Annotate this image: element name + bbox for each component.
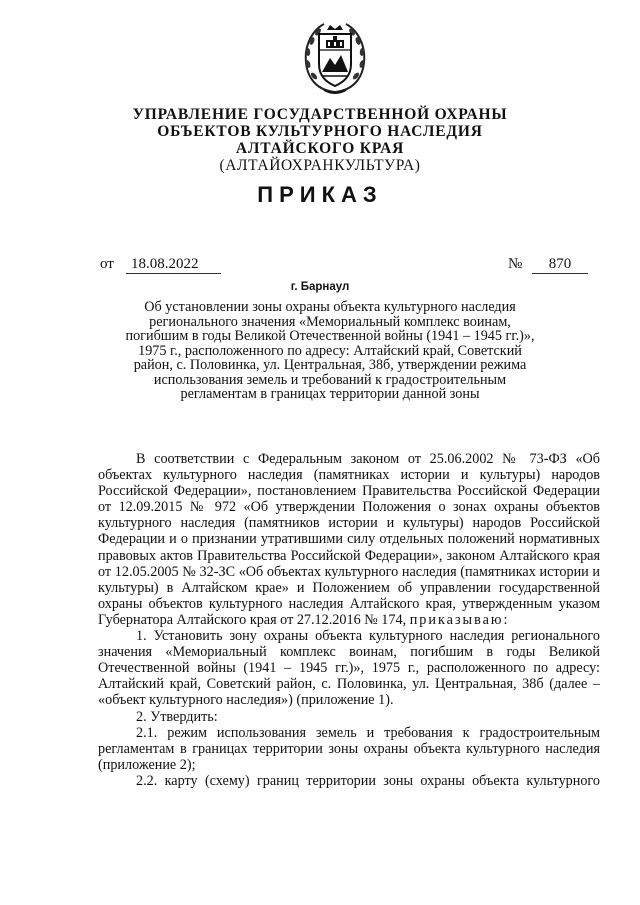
order-subject [110, 300, 550, 402]
subject-line: использования земель и требований к градостроительным [153, 371, 507, 388]
item-1: 1. Установить зону охраны объекта культурного наследия регионального значения «Мемориальный комплекс воинам, погибшим в годы Великой Отечественной войны (1941 – 1945 гг.)», 1975 г., расположенного по адресу: Алтайский край, Советский район, с. Половинка, ул. Центральная, 38б (далее – «объект культурного наследия») (приложение 1). [98, 628, 600, 709]
subject-line: район, с. Половинка, ул. Центральная, 38б, утверждении режима [133, 357, 527, 373]
item-2-1: 2.1. режим использования земель и требования к градостроительным регламентам в границах территории зоны охраны объекта культурного наследия (приложение 2); [98, 724, 600, 773]
item-2-2: 2.2. карту (схему) границ территории зоны охраны объекта культурного [136, 772, 600, 789]
org-line-2: ОБЪЕКТОВ КУЛЬТУРНОГО НАСЛЕДИЯ [157, 123, 483, 140]
order-body [98, 451, 600, 789]
number-symbol: № [508, 256, 523, 272]
city-name: г. Барнаул [290, 281, 350, 293]
order-date: 18.08.2022 [126, 256, 221, 274]
subject-line: Об установлении зоны охраны объекта культурного наследия [144, 299, 516, 315]
org-line-1: УПРАВЛЕНИЕ ГОСУДАРСТВЕННОЙ ОХРАНЫ [132, 106, 508, 123]
order-word: приказываю: [409, 611, 510, 628]
order-number: 870 [532, 256, 588, 274]
subject-line: регионального значения «Мемориальный комплекс воинам, [149, 313, 511, 330]
organization-name [0, 106, 640, 174]
org-line-3: АЛТАЙСКОГО КРАЯ [235, 140, 405, 157]
subject-line: регламентам в границах территории данной зоны [180, 386, 480, 402]
subject-line: погибшим в годы Великой Отечественной войны (1941 – 1945 гг.)», [125, 328, 535, 344]
subject-line: 1975 г., расположенного по адресу: Алтайский край, Советский [138, 342, 522, 359]
preamble-text: В соответствии с Федеральным законом от 25.06.2002 № 73-ФЗ «Об объектах культурного наследия (памятниках истории и культуры) народов Российской Федерации», постановлением Правительства Российской Федерации от 12.09.2015 № 972 «Об утверждении Положения о зонах охраны объектов культурного наследия (памятников истории и культуры) народов Российской Федерации и о признании утратившими силу отдельных положений нормативных правовых актов Правительства Российской Федерации», законом Алтайского края от 12.05.2005 № 32-ЗС «Об объектах культурного наследия (памятниках истории и культуры) в Алтайском крае» и Положением об управлении государственной охраны объектов культурного наследия Алтайского края, утвержденным указом Губернатора Алтайского края от 27.12.2016 № 174, [98, 451, 600, 628]
date-prefix: от [100, 256, 114, 272]
item-2: 2. Утвердить: [136, 708, 218, 725]
document-type-title: ПРИКАЗ [257, 182, 383, 207]
coat-of-arms-emblem [300, 20, 370, 96]
date-number-row [0, 252, 640, 276]
preamble-paragraph [98, 451, 600, 628]
org-abbreviation: (АЛТАЙОХРАНКУЛЬТУРА) [219, 157, 421, 174]
